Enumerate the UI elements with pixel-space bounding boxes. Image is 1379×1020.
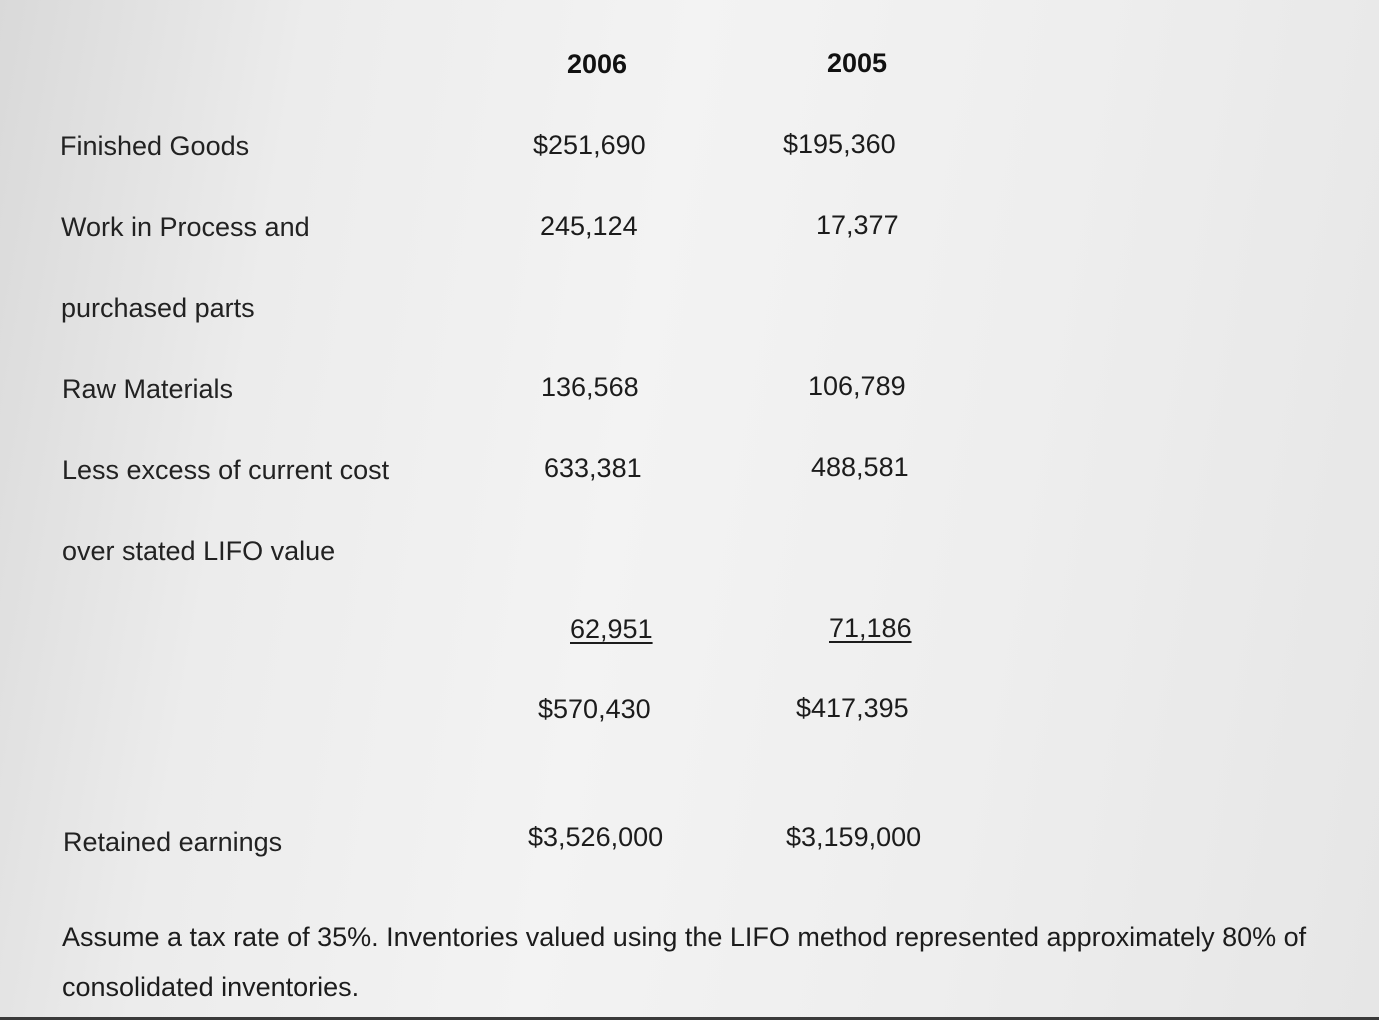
retained-earnings-2006: $3,526,000 — [528, 822, 664, 852]
row-label-over-stated-lifo: over stated LIFO value — [62, 536, 336, 566]
row-label-retained-earnings: Retained earnings — [63, 827, 283, 857]
total-inventory-2006: $570,430 — [538, 694, 651, 724]
less-excess-2006: 633,381 — [544, 453, 642, 483]
work-in-process-2006: 245,124 — [540, 211, 638, 241]
row-label-work-in-process: Work in Process and — [61, 212, 310, 242]
row-label-raw-materials: Raw Materials — [62, 374, 234, 404]
row-label-less-excess: Less excess of current cost — [62, 455, 390, 485]
retained-earnings-2005: $3,159,000 — [786, 822, 922, 852]
row-label-purchased-parts: purchased parts — [61, 293, 255, 323]
lifo-reserve-2005: 71,186 — [829, 613, 912, 643]
column-header-2006: 2006 — [567, 49, 628, 79]
lifo-reserve-2006: 62,951 — [570, 614, 653, 644]
assumption-note: Assume a tax rate of 35%. Inventories valued using the LIFO method represented approximately 80% of consolidated inventories. — [62, 922, 1307, 1002]
column-header-2005: 2005 — [827, 48, 888, 78]
finished-goods-2006: $251,690 — [533, 130, 646, 160]
total-inventory-2005: $417,395 — [796, 693, 909, 723]
less-excess-2005: 488,581 — [811, 452, 909, 482]
finished-goods-2005: $195,360 — [783, 129, 896, 159]
row-label-finished-goods: Finished Goods — [60, 131, 250, 161]
raw-materials-2005: 106,789 — [808, 371, 906, 401]
work-in-process-2005: 17,377 — [816, 210, 899, 240]
raw-materials-2006: 136,568 — [541, 372, 639, 402]
